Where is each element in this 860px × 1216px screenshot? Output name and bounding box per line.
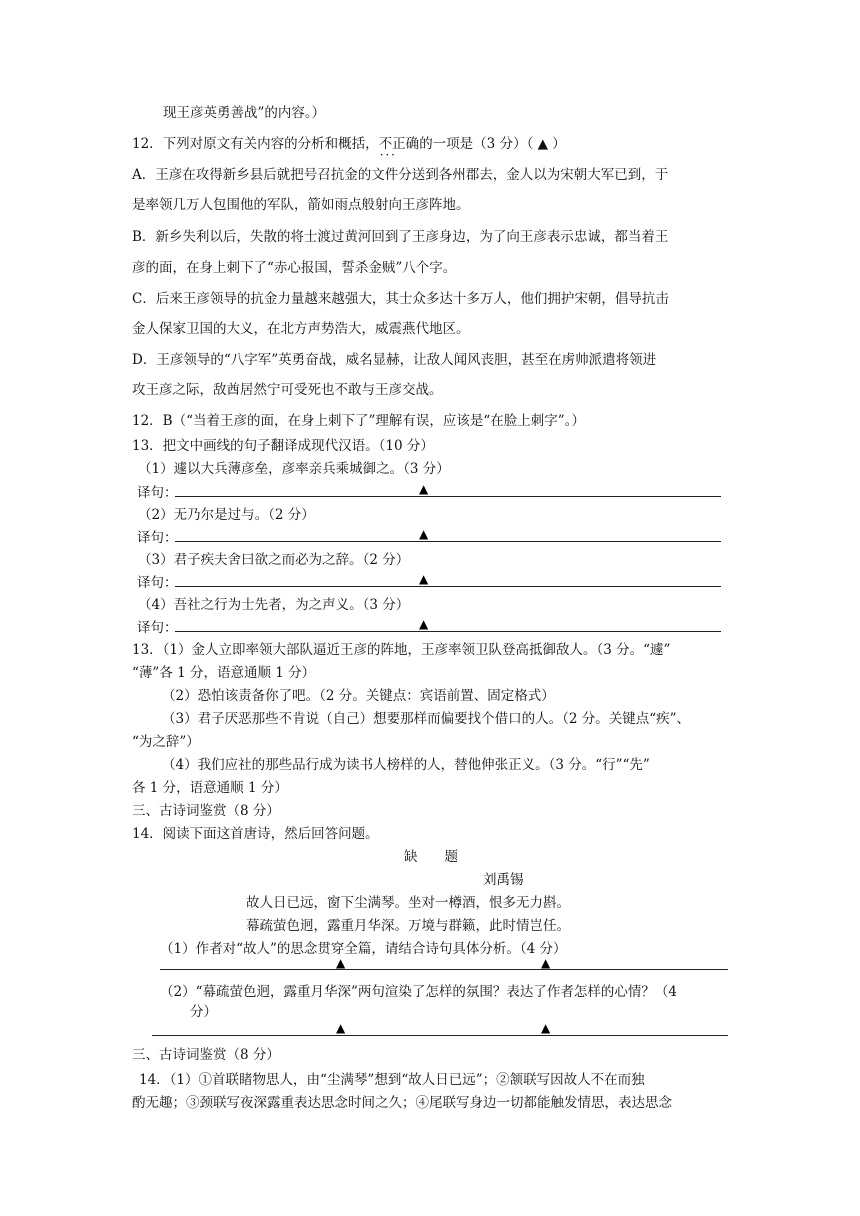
option-c-line-2: 金人保家卫国的大义，在北方声势浩大，威震燕代地区。 (132, 321, 470, 337)
question-12-tail: 的一项是（3 分）（ ▲ ） (419, 136, 566, 152)
blank-marker: ▲ (336, 956, 346, 970)
sentence-4: （4）吾社之行为士先者，为之声义。（3 分） (138, 597, 410, 613)
translate-label-1: 译句： (137, 485, 178, 501)
answer-14-line-1: 14．（1）①首联睹物思人，由“尘满琴”想到“故人日已远”；②颔联写因故人不在而独 (139, 1072, 645, 1088)
answer-14-line-2: 酌无趣；③颈联写夜深露重表达思念时间之久；④尾联写身边一切都能触发情思，表达思念 (132, 1095, 672, 1111)
question-14-1: （1）作者对“故人”的思念贯穿全篇，请结合诗句具体分析。（4 分） (160, 941, 567, 957)
sentence-3: （3）君子疾夫舍曰欲之而必为之辞。（2 分） (138, 552, 410, 568)
answer-13-line-1: 13．（1）金人立即率领大部队逼近王彦的阵地，王彦率领卫队登高抵御敌人。（3 分。“遽” (132, 642, 671, 658)
answer-blank-line[interactable] (152, 1035, 728, 1036)
question-13-stem: 13．把文中画线的句子翻译成现代汉语。（10 分） (132, 438, 434, 454)
blank-marker: ▲ (419, 527, 429, 541)
blank-marker: ▲ (419, 617, 429, 631)
sentence-1: （1）遽以大兵薄彦垒，彦率亲兵乘城御之。（3 分） (138, 461, 450, 477)
answer-13-line-6: （4）我们应社的那些品行成为读书人榜样的人，替他伸张正义。（3 分。“行”“先” (162, 757, 650, 773)
question-14-2-line-1: （2）“幕疏萤色迥，露重月华深”两句渲染了怎样的氛围？表达了作者怎样的心情？（4 (160, 984, 677, 1000)
answer-13-line-5: “为之辞”） (132, 734, 200, 750)
text-line: 现王彦英勇善战”的内容。） (163, 105, 326, 121)
option-b-line-1: B．新乡失利以后，失散的将士渡过黄河回到了王彦身边，为了向王彦表示忠诚，都当着王 (132, 229, 669, 245)
answer-12: 12．B（“当着王彦的面，在身上刺下了”理解有误，应该是“在脸上刺字”。） (132, 413, 585, 429)
poem-line-2: 幕疏萤色迥，露重月华深。万境与群籁，此时情岂任。 (246, 918, 570, 934)
blank-marker: ▲ (419, 572, 429, 586)
option-c-line-1: C．后来王彦领导的抗金力量越来越强大，其士众多达十多万人，他们拥护宋朝，倡导抗击 (132, 291, 669, 307)
answer-13-line-4: （3）君子厌恶那些不肯说（自己）想要那样而偏要找个借口的人。（2 分。关键点“疾”、 (162, 711, 691, 727)
option-d-line-2: 攻王彦之际，敌酋居然宁可受死也不敢与王彦交战。 (132, 382, 443, 398)
blank-marker: ▲ (541, 1021, 551, 1035)
option-b-line-2: 彦的面，在身上刺下了“赤心报国，誓杀金贼”八个字。 (132, 260, 457, 276)
answer-blank-line[interactable] (175, 586, 721, 587)
poem-line-1: 故人日已远，窗下尘满琴。坐对一樽酒，恨多无力斟。 (246, 895, 570, 911)
sentence-2: （2）无乃尔是过与。（2 分） (138, 507, 315, 523)
blank-marker: ▲ (541, 956, 551, 970)
answer-blank-line[interactable] (160, 969, 728, 970)
blank-marker: ▲ (419, 482, 429, 496)
answer-blank-line[interactable] (175, 541, 721, 542)
question-12-line (132, 135, 566, 153)
option-a-line-1: A．王彦在攻得新乡县后就把号召抗金的文件分送到各州郡去，金人以为宋朝大军已到，于 (132, 167, 669, 183)
section-heading: 三、古诗词鉴赏（8 分） (132, 1047, 280, 1063)
translate-label-4: 译句： (137, 620, 178, 636)
question-14-stem: 14．阅读下面这首唐诗，然后回答问题。 (132, 826, 379, 842)
answer-13-line-7: 各 1 分，语意通顺 1 分） (132, 780, 288, 796)
poem-title: 缺 题 (404, 849, 458, 865)
question-14-2-line-2: 分） (190, 1004, 217, 1020)
option-d-line-1: D．王彦领导的“八字军”英勇奋战，威名显赫，让敌人闻风丧胆，甚至在虏帅派遣将领进 (132, 352, 657, 368)
answer-blank-line[interactable] (175, 496, 721, 497)
answer-blank-line[interactable] (175, 631, 721, 632)
section-heading: 三、古诗词鉴赏（8 分） (132, 803, 280, 819)
answer-13-line-2: “薄”各 1 分，语意通顺 1 分） (132, 665, 316, 681)
answer-13-line-3: （2）恐怕该责备你了吧。（2 分。关键点：宾语前置、固定格式） (162, 688, 555, 704)
emphasis-dots: 不正确 · · · (379, 135, 420, 153)
poem-author: 刘禹锡 (483, 872, 524, 888)
blank-marker: ▲ (336, 1021, 346, 1035)
option-a-line-2: 是率领几万人包围他的军队，箭如雨点般射向王彦阵地。 (132, 197, 470, 213)
translate-label-2: 译句： (137, 530, 178, 546)
question-12-stem: 12．下列对原文有关内容的分析和概括， (132, 136, 379, 152)
translate-label-3: 译句： (137, 575, 178, 591)
